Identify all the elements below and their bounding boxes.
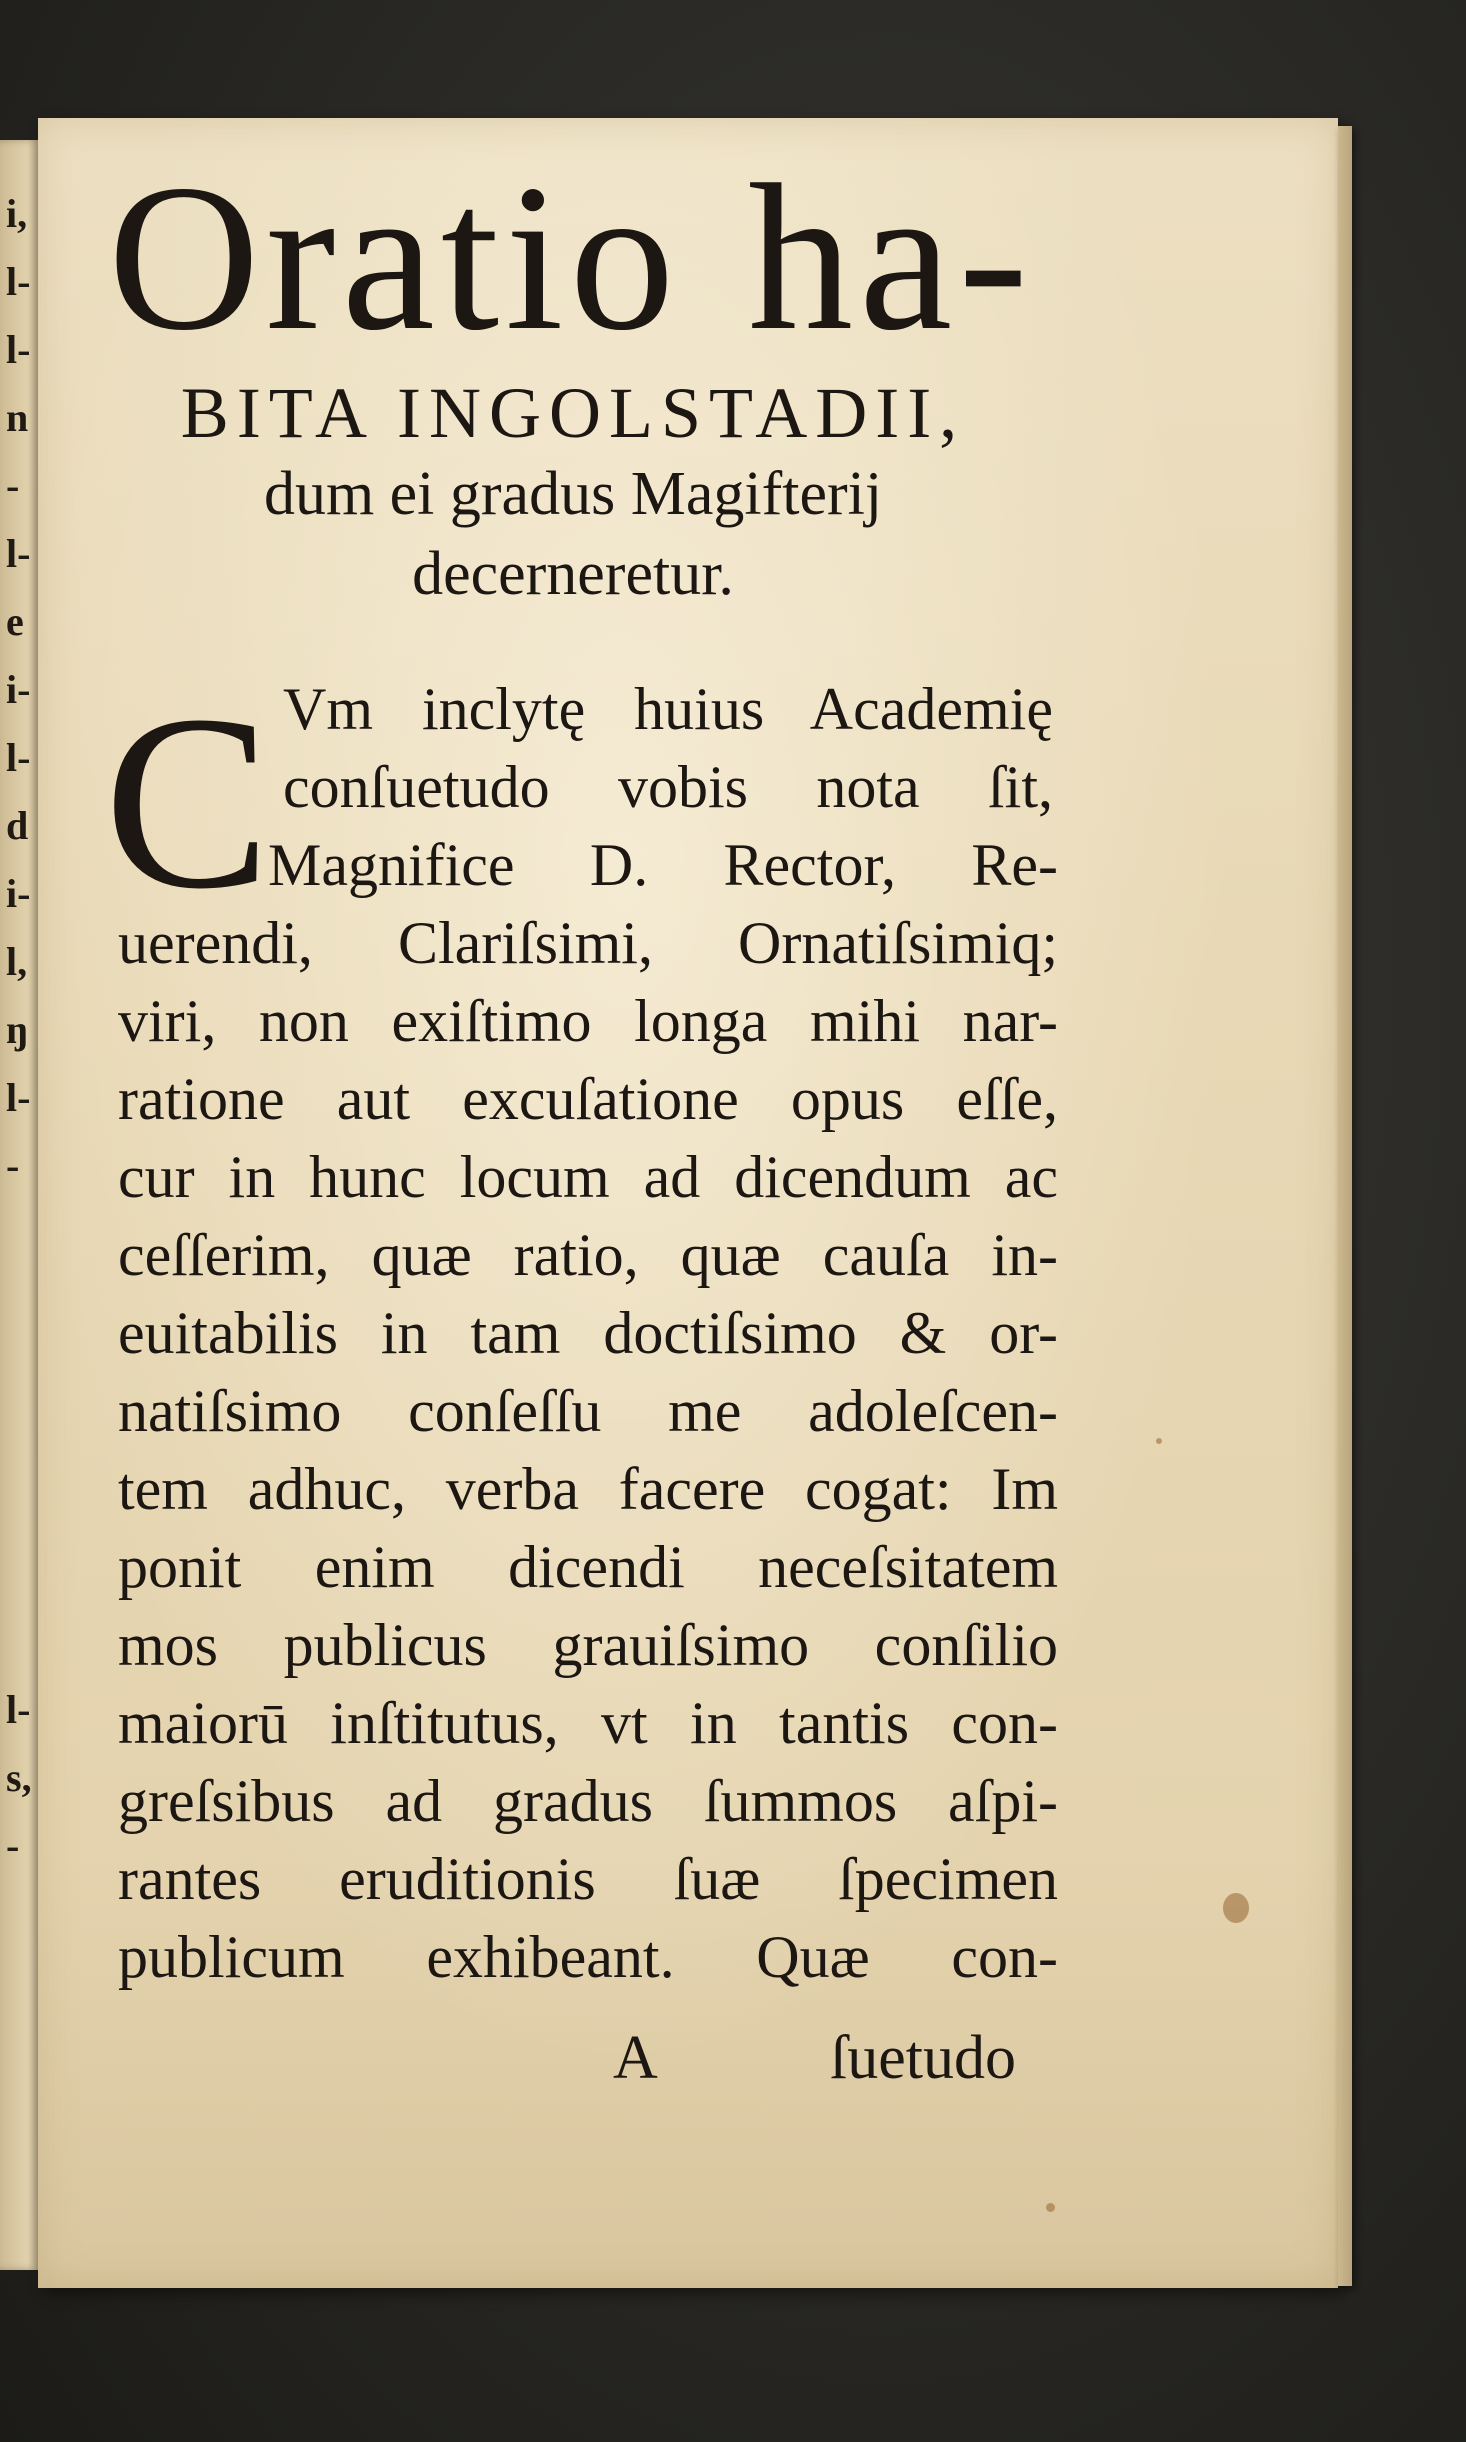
fragment: l-: [6, 1687, 31, 1732]
previous-page-text-fragments: [0, 180, 40, 1880]
fragment: [0, 1404, 40, 1472]
fragment: e: [6, 599, 24, 644]
fragment: ŋ: [6, 1007, 29, 1052]
title-word: ha-: [748, 142, 1035, 374]
fragment: s,: [6, 1755, 32, 1800]
foxing-spot: [1223, 1893, 1249, 1923]
text-line: greſsibus ad gradus ſummos aſpi-: [118, 1768, 1058, 1834]
fragment: d: [6, 803, 29, 848]
text-line: Magnifice D. Rector, Re-: [268, 832, 1058, 898]
fragment: [0, 1608, 40, 1676]
text-line: maiorū inſtitutus, vt in tantis con-: [118, 1690, 1058, 1756]
catchword: ſuetudo: [830, 2024, 1016, 2092]
fragment: l,: [6, 939, 28, 984]
previous-page-edge: [0, 140, 40, 2270]
text-line: euitabilis in tam doctiſsimo & or-: [118, 1300, 1058, 1366]
fragment: [0, 1472, 40, 1540]
text-line: mos publicus grauiſsimo conſilio: [118, 1612, 1058, 1678]
fragment: [0, 1336, 40, 1404]
fragment: -: [6, 1143, 20, 1188]
signature-mark: A: [613, 2024, 658, 2092]
fragment: l-: [6, 531, 31, 576]
fragment: l-: [6, 327, 31, 372]
drop-capital: C: [104, 664, 271, 941]
text-line: ratione aut excuſatione opus eſſe,: [118, 1066, 1058, 1132]
text-line: Vm inclytę huius Academię: [283, 676, 1053, 742]
fragment: -: [6, 463, 20, 508]
fragment: i-: [6, 871, 31, 916]
text-line: cur in hunc locum ad dicendum ac: [118, 1144, 1058, 1210]
foxing-spot: [1156, 1438, 1162, 1444]
fragment: l-: [6, 735, 31, 780]
title-word: Oratio: [108, 142, 681, 374]
text-line: ceſſerim, quæ ratio, quæ cauſa in-: [118, 1222, 1058, 1288]
text-line: tem adhuc, verba facere cogat: Im: [118, 1456, 1058, 1522]
book-page: [38, 118, 1338, 2288]
fragment: [0, 1268, 40, 1336]
fragment: n: [6, 395, 29, 440]
subtitle-line: dum ei gradus Magifterij: [263, 460, 883, 528]
text-line: natiſsimo conſeſſu me adoleſcen-: [118, 1378, 1058, 1444]
body-text: [118, 670, 1058, 1996]
fragment: i-: [6, 667, 31, 712]
text-line: viri, non exiſtimo longa mihi nar-: [118, 988, 1058, 1054]
text-line: conſuetudo vobis nota ſit,: [283, 754, 1053, 820]
subtitle-line: decerneretur.: [412, 540, 734, 608]
fragment: -: [6, 1823, 20, 1868]
text-line: uerendi, Clariſsimi, Ornatiſsimiq;: [118, 910, 1058, 976]
text-line: ponit enim dicendi neceſsitatem: [118, 1534, 1058, 1600]
fragment: [0, 1540, 40, 1608]
fragment: l-: [6, 1075, 31, 1120]
text-line: publicum exhibeant. Quæ con-: [118, 1924, 1058, 1990]
fragment: [0, 1200, 40, 1268]
foxing-spot: [1046, 2203, 1055, 2212]
fragment: i,: [6, 191, 28, 236]
page-edge-shadow: [1338, 126, 1352, 2286]
text-line: rantes eruditionis ſuæ ſpecimen: [118, 1846, 1058, 1912]
title: [108, 138, 1035, 378]
subtitle: BITA INGOLSTADII,: [180, 373, 966, 453]
fragment: l-: [6, 259, 31, 304]
